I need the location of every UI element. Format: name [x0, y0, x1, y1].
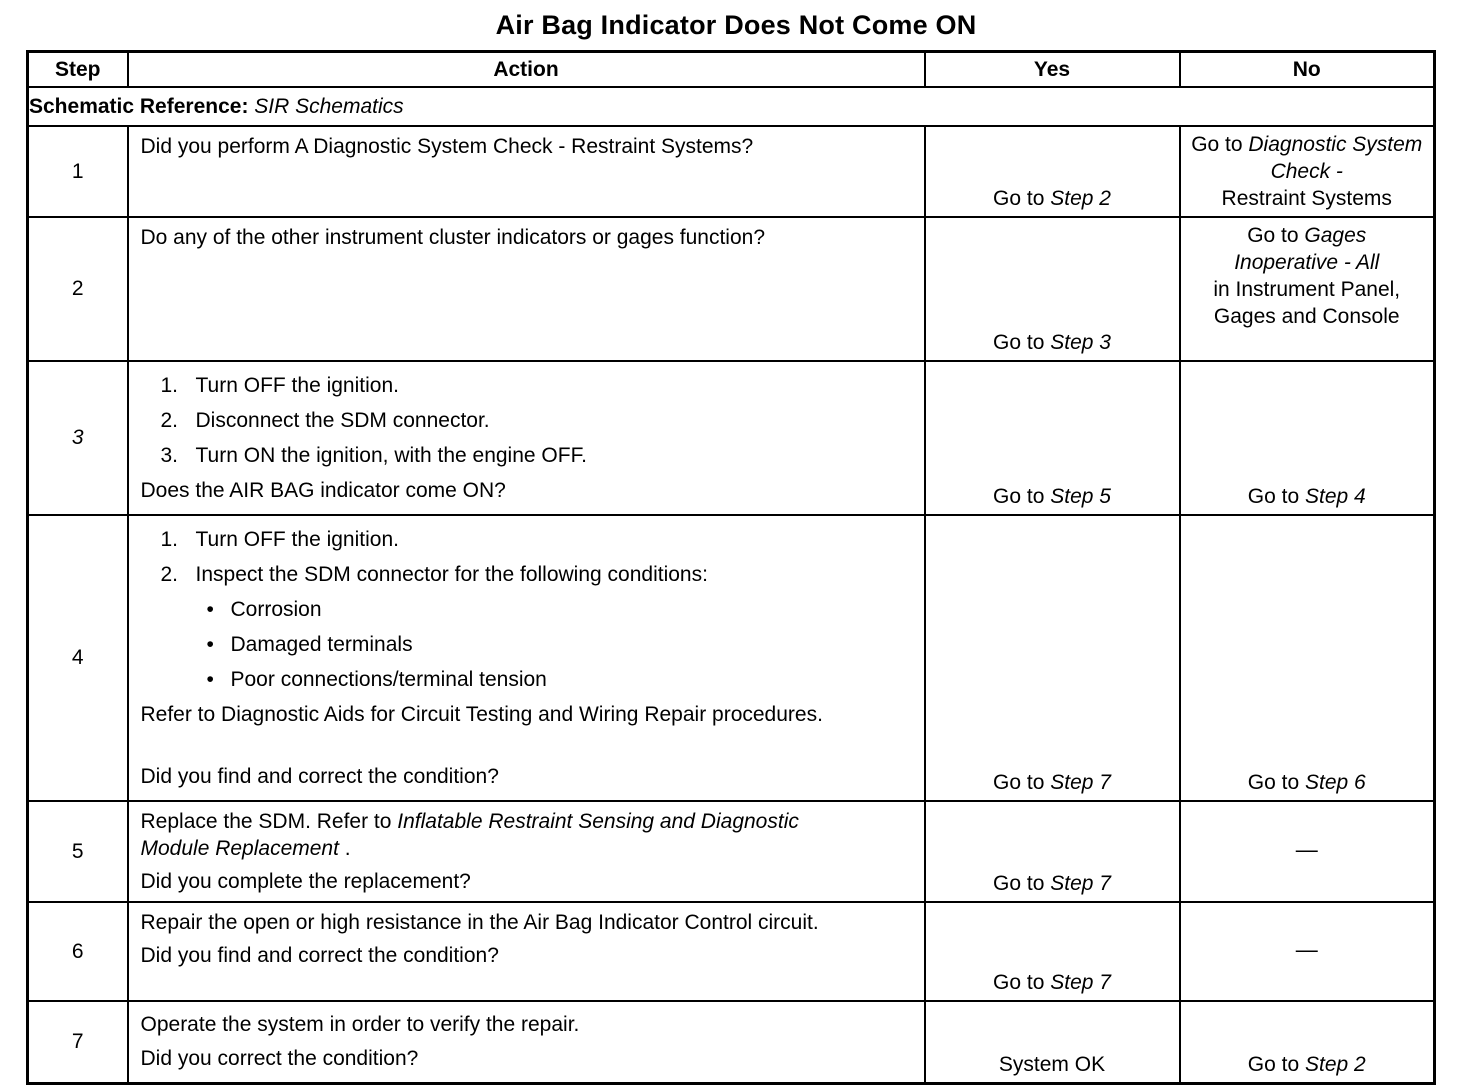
- no-prefix: Go to: [1247, 1053, 1305, 1076]
- yes-prefix: Go to: [993, 187, 1051, 210]
- list-item: 2. Inspect the SDM connector for the following conditions:: [160, 563, 708, 586]
- yes-cell: [925, 902, 1180, 1001]
- action-question: Did you find and correct the condition?: [140, 944, 499, 967]
- yes-prefix: Go to: [993, 971, 1051, 994]
- no-step-link[interactable]: Step 4: [1304, 485, 1366, 508]
- bullet-item: • Damaged terminals: [206, 633, 413, 656]
- action-text: Operate the system in order to verify the repair.: [140, 1013, 580, 1036]
- bullet-item: • Corrosion: [206, 598, 322, 621]
- table-row: [28, 515, 1435, 801]
- yes-prefix: Go to: [993, 331, 1051, 354]
- action-cell: Replace the SDM. Refer to Inflatable Restraint Sensing and Diagnostic Module Replacement . Did you complete the replacement?: [128, 801, 925, 902]
- list-item: 1. Turn OFF the ignition.: [160, 374, 399, 397]
- no-prefix: Go to: [1191, 133, 1249, 156]
- step-number: 2: [28, 217, 128, 361]
- no-link[interactable]: Diagnostic System Check -: [1248, 133, 1423, 183]
- yes-prefix: Go to: [993, 771, 1051, 794]
- action-cell: [128, 126, 925, 217]
- yes-cell: [925, 126, 1180, 217]
- yes-step-link[interactable]: Step 2: [1050, 187, 1111, 210]
- action-note: Refer to Diagnostic Aids for Circuit Testing and Wiring Repair procedures.: [140, 703, 823, 726]
- no-cell: —: [1180, 902, 1435, 1001]
- action-question: Did you find and correct the condition?: [140, 765, 499, 788]
- no-cell: [1180, 217, 1435, 361]
- yes-step-link[interactable]: Step 3: [1050, 331, 1111, 354]
- table-row: [28, 217, 1435, 361]
- no-cell: [1180, 515, 1435, 801]
- header-action: Action: [128, 52, 925, 88]
- no-prefix: Go to: [1247, 771, 1305, 794]
- list-item: 3. Turn ON the ignition, with the engine OFF.: [160, 444, 587, 467]
- no-prefix: Go to: [1247, 224, 1305, 247]
- yes-cell: [925, 515, 1180, 801]
- step-number: 6: [28, 902, 128, 1001]
- action-cell: [128, 515, 925, 801]
- step-number: 7: [28, 1001, 128, 1084]
- no-prefix: Go to: [1247, 485, 1305, 508]
- yes-cell: [925, 801, 1180, 902]
- step-number: 4: [28, 515, 128, 801]
- yes-cell: [925, 361, 1180, 515]
- action-text: Replace the SDM. Refer to: [140, 810, 398, 833]
- action-cell: [128, 361, 925, 515]
- schematic-label: Schematic Reference:: [29, 94, 249, 118]
- table-row: [28, 902, 1435, 1001]
- action-cell: [128, 902, 925, 1001]
- header-yes: Yes: [925, 52, 1180, 88]
- no-cell: —: [1180, 801, 1435, 902]
- step-number: 3: [28, 361, 128, 515]
- table-row: [28, 126, 1435, 217]
- header-row: [28, 52, 1435, 88]
- action-cell: [128, 1001, 925, 1084]
- no-suffix: Restraint Systems: [1221, 187, 1392, 210]
- yes-cell: [925, 217, 1180, 361]
- no-step-link[interactable]: Step 6: [1304, 771, 1366, 794]
- action-question: Did you correct the condition?: [140, 1047, 419, 1070]
- list-item: 2. Disconnect the SDM connector.: [160, 409, 490, 432]
- action-text: Repair the open or high resistance in the Air Bag Indicator Control circuit.: [140, 911, 819, 934]
- header-step: Step: [28, 52, 128, 88]
- table-row: [28, 1001, 1435, 1084]
- step-number: 1: [28, 126, 128, 217]
- action-text: Did you perform A Diagnostic System Check - Restraint Systems?: [140, 135, 754, 158]
- yes-cell: System OK: [925, 1001, 1180, 1084]
- schematic-reference: [28, 87, 1435, 126]
- no-step-link[interactable]: Step 2: [1304, 1053, 1366, 1076]
- schematic-link[interactable]: SIR Schematics: [254, 94, 404, 118]
- action-text: Do any of the other instrument cluster indicators or gages function?: [140, 226, 766, 249]
- page-title: Air Bag Indicator Does Not Come ON: [495, 10, 977, 40]
- diagnostic-table: [26, 50, 1436, 1085]
- list-item: 1. Turn OFF the ignition.: [160, 528, 399, 551]
- no-suffix: in Instrument Panel, Gages and Console: [1213, 278, 1401, 328]
- schematic-reference-row: [28, 87, 1435, 126]
- action-question: Does the AIR BAG indicator come ON?: [140, 479, 506, 502]
- step-number: 5: [28, 801, 128, 902]
- table-row: [28, 801, 1435, 902]
- yes-step-link[interactable]: Step 7: [1050, 971, 1111, 994]
- no-cell: [1180, 1001, 1435, 1084]
- action-cell: [128, 217, 925, 361]
- no-cell: [1180, 126, 1435, 217]
- action-link[interactable]: Inflatable Restraint Sensing and Diagnostic Module Replacement: [140, 810, 799, 860]
- action-question: Did you complete the replacement?: [140, 870, 471, 893]
- yes-step-link[interactable]: Step 7: [1050, 872, 1111, 895]
- header-no: No: [1180, 52, 1435, 88]
- no-link[interactable]: Gages Inoperative - All: [1234, 224, 1380, 274]
- bullet-item: • Poor connections/terminal tension: [206, 668, 547, 691]
- yes-prefix: Go to: [993, 872, 1051, 895]
- yes-prefix: Go to: [993, 485, 1051, 508]
- table-row: [28, 361, 1435, 515]
- yes-step-link[interactable]: Step 7: [1050, 771, 1111, 794]
- yes-step-link[interactable]: Step 5: [1050, 485, 1111, 508]
- no-cell: [1180, 361, 1435, 515]
